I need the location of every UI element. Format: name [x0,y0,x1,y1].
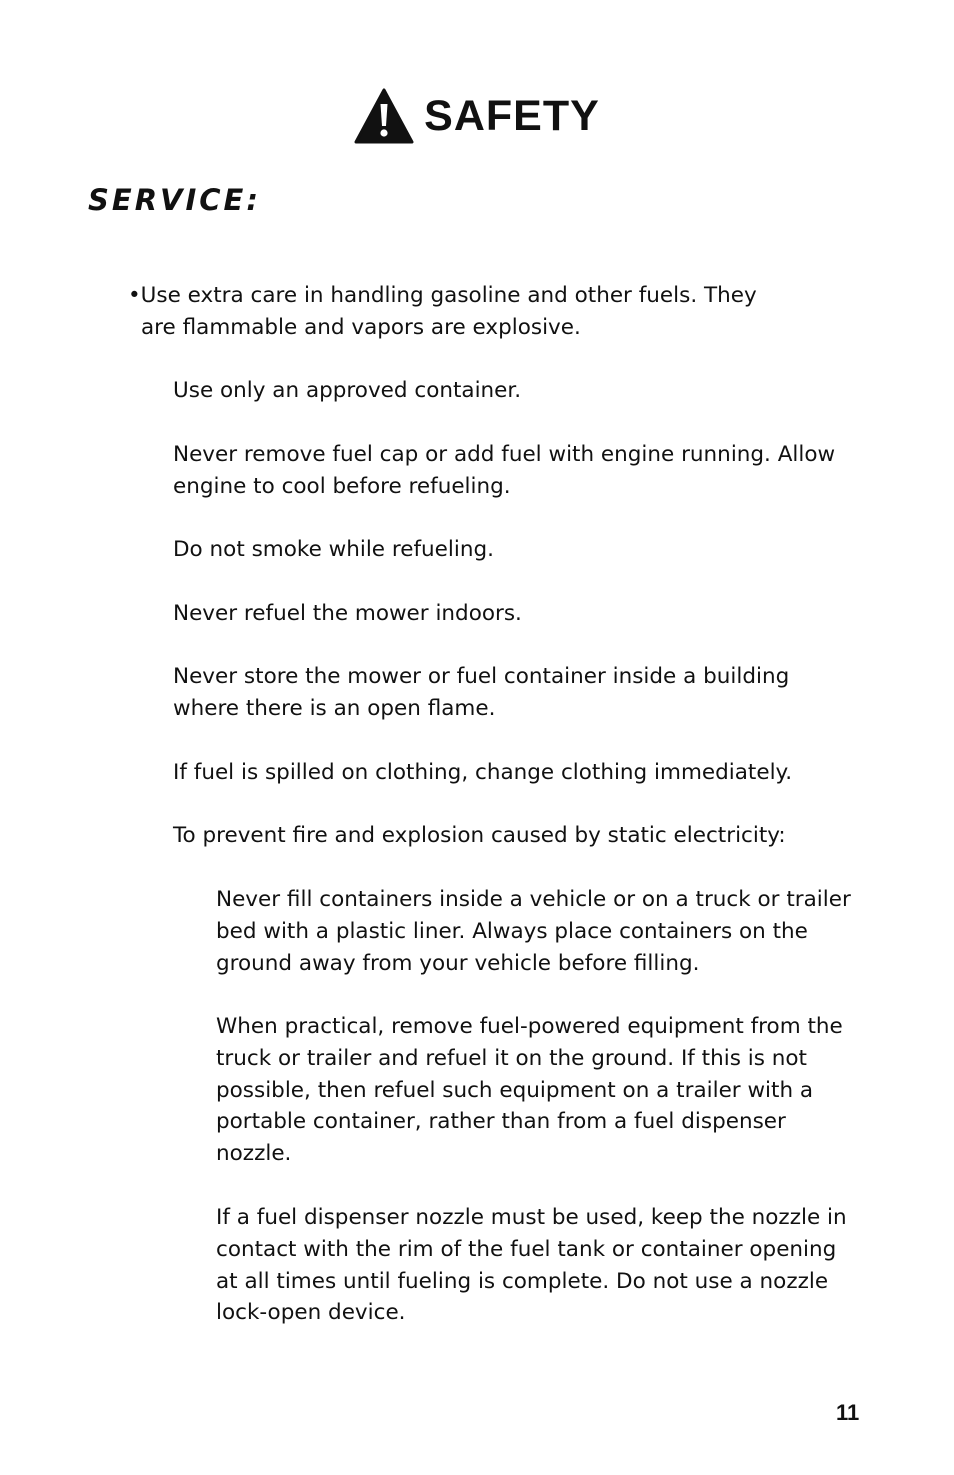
paragraph-approved-container: Use only an approved container. [173,378,522,403]
subparagraph-containers: Never fill containers inside a vehicle or on a truck or trailer bed with a plastic liner. Always place containers on the ground away from your vehicle before filling. [216,887,851,976]
bullet-line-1: •Use extra care in handling gasoline and other fuels. They [128,283,757,308]
subparagraph-nozzle: If a fuel dispenser nozzle must be used, keep the nozzle in contact with the rim of the fuel tank or container opening at all times until fueling is complete. Do not use a nozzle lock-open device. [216,1205,847,1326]
page-header [0,88,954,144]
warning-triangle-icon [354,88,414,144]
page-title: SAFETY [424,92,600,140]
bullet-item [128,280,828,344]
paragraph-static-electricity: To prevent fire and explosion caused by static electricity: [173,823,786,848]
paragraph-storage: Never store the mower or fuel container inside a building where there is an open flame. [173,664,790,721]
subparagraph-equipment: When practical, remove fuel-powered equipment from the truck or trailer and refuel it on the ground. If this is not possible, then refuel such equipment on a trailer with a portable container, rather than from a fuel dispenser nozzle. [216,1014,843,1167]
paragraph-spilled-fuel: If fuel is spilled on clothing, change clothing immediately. [173,760,793,785]
paragraph-no-indoor-refuel: Never refuel the mower indoors. [173,601,522,626]
page-number: 11 [836,1400,860,1425]
paragraph-no-smoking: Do not smoke while refueling. [173,537,494,562]
paragraph-fuel-cap: Never remove fuel cap or add fuel with engine running. Allow engine to cool before refueling. [173,442,836,499]
section-heading: SERVICE: [88,183,261,217]
bullet-line-2: are flammable and vapors are explosive. [141,314,581,340]
